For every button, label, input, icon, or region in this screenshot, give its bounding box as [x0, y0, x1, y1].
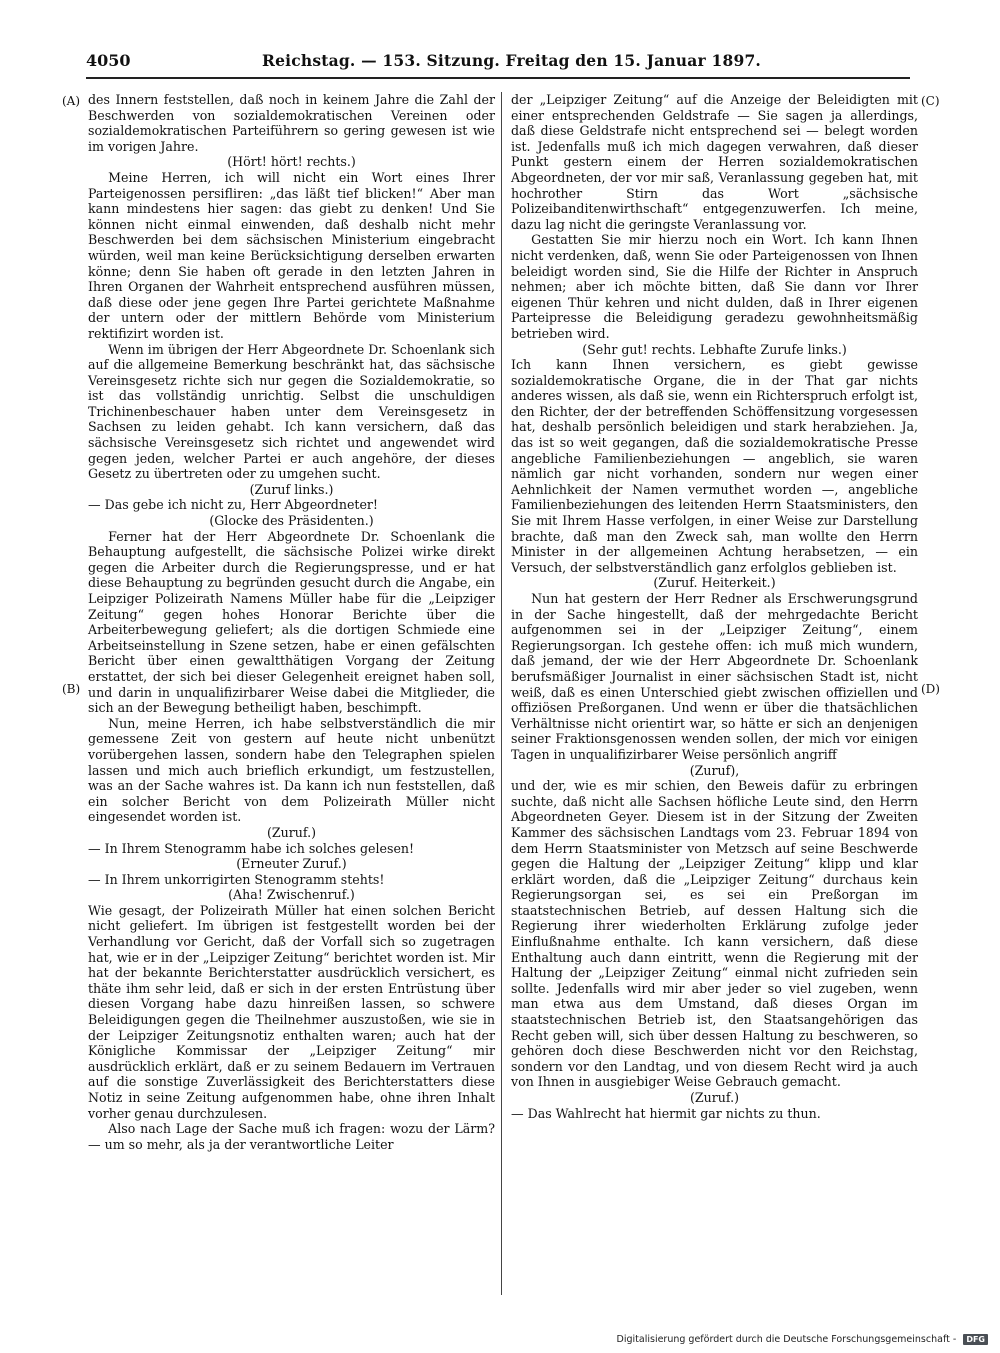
paragraph: Ich kann Ihnen versichern, es giebt gewisse sozialdemokratische Organe, die in der That gar nichts anderes wissen, als daß sie, wenn ein Richterspruch erfolgt ist, den Richter, der der betreffenden Schöffensitzung vorgesessen hat, deshalb persönlich beleidigen und stark herabziehen. Ja, das ist so weit gegangen, daß die sozialdemokratische Presse angebliche Familienbeziehungen — angeblich, sie waren nämlich gar nicht vorhanden, sondern nur wegen einer Aehnlichkeit der Namen vermuthet worden —, angebliche Familienbeziehungen des leitenden Herrn Staatsministers, den Sie mit Ihrem Hasse verfolgen, in einer Weise zur Darstellung brachte, daß man den Zweck sah, man wollte den Herrn Minister in der allgemeinen Achtung herabsetzen, — ein Versuch, der selbstverständlich ganz erfolglos geblieben ist.	[511, 357, 918, 575]
paragraph: der „Leipziger Zeitung“ auf die Anzeige der Beleidigten mit einer entsprechenden Geldstrafe — Sie sagen ja allerdings, daß diese Geldstrafe nicht entsprechend sei — belegt worden ist. Jedenfalls muß ich mich dagegen verwahren, daß dieser Punkt gestern einem der Herren sozialdemokratischen Abgeordneten, der vor mir saß, Veranlassung gegeben hat, mit hochrother Stirn das Wort „sächsische Polizeibanditenwirthschaft“ entgegenzuwerfen. Ich meine, dazu lag nicht die geringste Veranlassung vor.	[511, 92, 918, 232]
reply-line: — Das gebe ich nicht zu, Herr Abgeordneter!	[88, 497, 378, 513]
interjection: (Zuruf.)	[266, 824, 317, 840]
interjection: (Zuruf.)	[689, 1090, 740, 1105]
interjection: (Erneuter Zuruf.)	[236, 856, 347, 872]
left-column	[88, 92, 495, 1152]
digitization-credit	[617, 1334, 988, 1345]
dfg-logo-icon: DFG	[963, 1334, 988, 1345]
paragraph: des Innern feststellen, daß noch in keinem Jahre die Zahl der Beschwerden von sozialdemokratischen Vereinen oder sozialdemokratischen Parteiführern so gering gewesen ist wie im vorigen Jahre.	[88, 92, 495, 154]
paragraph: Meine Herren, ich will nicht ein Wort eines Ihrer Parteigenossen persifliren: „das läßt tief blicken!“ Aber man kann mindestens hier sagen: das giebt zu denken! Und Sie können nicht einmal einwenden, daß deshalb nicht mehr Beschwerden bei dem sächsischen Ministerium eingebracht würden, weil man keine Berücksichtigung derselben erwarten könne; denn Sie haben oft gerade in den letzten Jahren in Ihren Organen der Wahrheit entsprechend ausführen müssen, daß diese oder jene gegen Ihre Partei gerichtete Maßnahme der untern oder der mittlern Behörde vom Ministerium rektifizirt worden ist.	[88, 169, 495, 341]
margin-letter-a: (A)	[62, 94, 81, 108]
interjection: (Sehr gut! rechts. Lebhafte Zurufe links.)	[582, 341, 847, 357]
paragraph: und der, wie es mir schien, den Beweis dafür zu erbringen suchte, daß nicht alle Sachsen höfliche Leute sind, den Herrn Abgeordneten Geyer. Diesem ist in der Sitzung der Zweiten Kammer des sächsischen Landtags vom 23. Februar 1894 von dem Herrn Staatsminister von Metzsch auf seine Beschwerde gegen die Haltung der „Leipziger Zeitung“ klipp und klar erklärt worden, daß die „Leipziger Zeitung“ durchaus kein Regierungsorgan sei, es sei ein Preßorgan im staatstechnischen Betrieb, auf dessen Haltung sich die Regierung ihrer wiederholten Erklärung zufolge jeder Einflußnahme enthalte. Ich kann versichern, daß diese Enthaltung auch dann eintritt, wenn die Regierung mit der Haltung der „Leipziger Zeitung“ einmal nicht zufrieden sein sollte. Jedenfalls wird mir aber jeder so viel zugeben, wenn man etwa aus dem Umstand, daß dieses Organ im staatstechnischen Betrieb ist, den Staatsangehörigen das Recht geben will, sich über dessen Haltung zu beschweren, so gehören doch diese Beschwerden nicht vor den Reichstag, sondern vor den Landtag, und von diesem Recht wird ja auch von Ihnen in ausgiebiger Weise Gebrauch gemacht.	[511, 778, 918, 1090]
paragraph: Wenn im übrigen der Herr Abgeordnete Dr. Schoenlank sich auf die allgemeine Bemerkung beschränkt hat, das sächsische Vereinsgesetz richte sich nur gegen die Sozialdemokratie, so ist das vollständig unrichtig. Selbst die unschuldigen Trichinenbeschauer haben unter dem Vereinsgesetz in Sachsen zu leiden gehabt. Ich kann versichern, daß das sächsische Vereinsgesetz sich richtet und angewendet wird gegen jeden, welcher Partei er auch angehöre, der dieses Gesetz zu übertreten oder zu umgehen sucht.	[88, 341, 495, 482]
margin-letter-b: (B)	[62, 682, 81, 696]
interjection: (Zuruf links.)	[249, 481, 334, 497]
interjection: (Glocke des Präsidenten.)	[209, 513, 374, 529]
paragraph: Wie gesagt, der Polizeirath Müller hat einen solchen Bericht nicht geliefert. Im übrigen ist festgestellt worden bei der Verhandlung vor Gericht, daß der Vorfall sich so zugetragen hat, wie er in der „Leipziger Zeitung“ berichtet worden ist. Mir hat der bekannte Berichterstatter ausdrücklich versichert, es thäte ihm sehr leid, daß er sich in der ersten Entrüstung über diesen Vorgang habe dazu hinreißen lassen, so schwere Beleidigungen gegen die Theilnehmer auszustoßen, wie sie in der Leipziger Zeitungsnotiz enthalten waren; auch hat der Königliche Kommissar der „Leipziger Zeitung“ mir ausdrücklich erklärt, daß er zu seinem Bedauern im Vertrauen auf die sonstige Zuverlässigkeit des Berichterstatters diese Notiz in seine Zeitung aufgenommen habe, ohne ihren Inhalt vorher genau durchzulesen.	[88, 902, 495, 1121]
header-rule	[86, 77, 910, 79]
paragraph: Also nach Lage der Sache muß ich fragen: wozu der Lärm? — um so mehr, als ja der verantwortliche Leiter	[88, 1121, 495, 1152]
right-column	[511, 92, 918, 1121]
credit-text: Digitalisierung gefördert durch die Deutsche Forschungsgemeinschaft -	[616, 1334, 957, 1345]
margin-letter-d: (D)	[921, 682, 940, 696]
page-header	[86, 51, 910, 77]
interjection: (Zuruf),	[689, 762, 740, 778]
paragraph: Nun hat gestern der Herr Redner als Erschwerungsgrund in der Sache hingestellt, daß der mehrgedachte Bericht aufgenommen sei in der „Leipziger Zeitung“, einem Regierungsorgan. Ich gestehe offen: ich muß mich wundern, daß jemand, der wie der Herr Abgeordnete Dr. Schoenlank berufsmäßiger Journalist in einer sächsischen Stadt ist, nicht weiß, daß es einen Unterschied giebt zwischen offiziellen und offiziösen Preßorganen. Und wenn er über die thatsächlichen Verhältnisse nicht orientirt war, so hätte er sich an denjenigen seiner Fraktionsgenossen wenden sollen, der mich vor einigen Tagen in unqualifizirbarer Weise persönlich angriff	[511, 591, 918, 762]
column-divider	[501, 92, 502, 1295]
reply-line: — Das Wahlrecht hat hiermit gar nichts zu thun.	[511, 1105, 821, 1121]
paragraph: Nun, meine Herren, ich habe selbstverständlich die mir gemessene Zeit von gestern auf heute nicht unbenützt vorübergehen lassen, sondern habe den Telegraphen spielen lassen und mich auch brieflich erkundigt, um festzustellen, was an der Sache wahres ist. Da kann ich nun feststellen, daß ein solcher Bericht von dem Polizeirath Müller nicht eingesendet worden ist.	[88, 715, 495, 825]
margin-letter-c: (C)	[921, 94, 940, 108]
reply-line: — In Ihrem Stenogramm habe ich solches gelesen!	[88, 840, 415, 856]
interjection: (Hört! hört! rechts.)	[227, 154, 356, 170]
interjection: (Zuruf. Heiterkeit.)	[653, 575, 776, 591]
interjection: (Aha! Zwischenruf.)	[228, 887, 355, 903]
reply-line: — In Ihrem unkorrigirten Stenogramm stehts!	[88, 871, 385, 887]
running-head: Reichstag. — 153. Sitzung. Freitag den 15. Januar 1897.	[262, 51, 762, 70]
paragraph: Gestatten Sie mir hierzu noch ein Wort. Ich kann Ihnen nicht verdenken, daß, wenn Sie oder Parteigenossen von Ihnen beleidigt worden sind, Sie die Hilfe der Richter in Anspruch nehmen; aber ich möchte bitten, daß Sie dann vor Ihrer eigenen Thür kehren und nicht dulden, daß in Ihrer eigenen Parteipresse die Beleidigung geradezu gewohnheitsmäßig betrieben wird.	[511, 232, 918, 341]
paragraph: Ferner hat der Herr Abgeordnete Dr. Schoenlank die Behauptung aufgestellt, die sächsische Polizei wirke direkt gegen die Arbeiter durch die Regierungspresse, und er hat diese Behauptung zu begründen gesucht durch die Angabe, ein Leipziger Polizeirath Namens Müller habe für die „Leipziger Zeitung“ gegen hohes Honorar Berichte über die Arbeiterbewegung geliefert; als die dortigen Schmiede eine Arbeitseinstellung in Szene setzen, habe er einen gefälschten Bericht über einen gewaltthätigen Vorgang der Zeitung erstattet, der sich bei dieser Gelegenheit ereignet haben soll, und darin in unqualifizirbarer Weise dabei die Mitglieder, die sich an der Bewegung betheiligt haben, beschimpft.	[88, 528, 495, 716]
page-number: 4050	[86, 51, 131, 70]
